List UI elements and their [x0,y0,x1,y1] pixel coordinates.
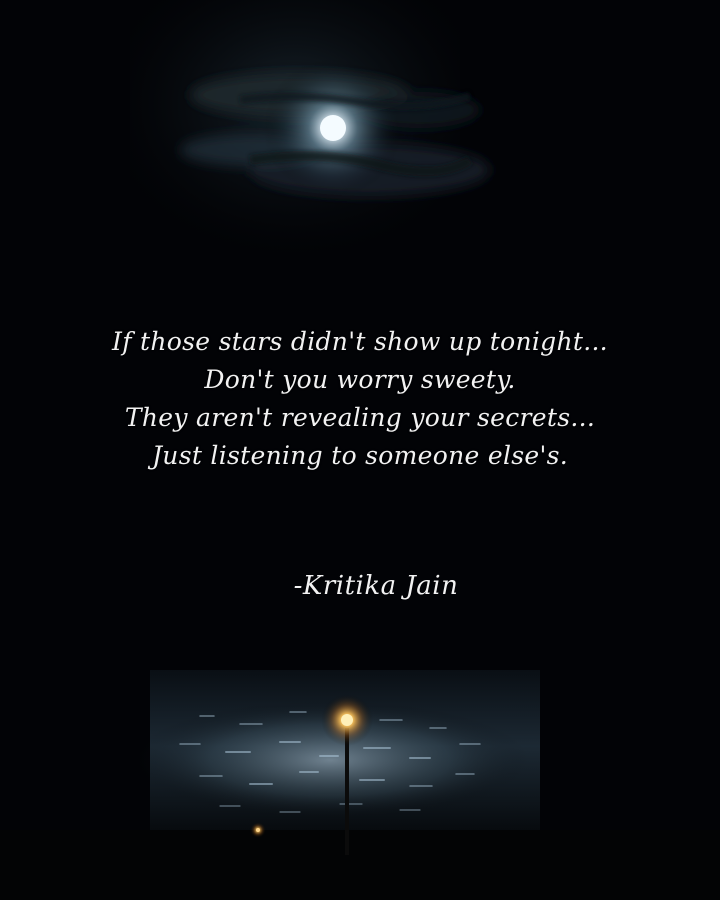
poem-line-1: If those stars didn't show up tonight... [112,327,608,356]
poem-text [0,323,720,475]
shore [0,830,720,900]
poem-line-2: Don't you worry sweety. [204,365,516,394]
moon [320,115,346,141]
poem-line-4: Just listening to someone else's. [151,441,569,470]
poem-line-3: They aren't revealing your secrets... [124,403,596,432]
poem-author: -Kritika Jain [293,571,459,601]
distant-light-bulb [256,828,260,832]
lamp-bulb [341,714,353,726]
